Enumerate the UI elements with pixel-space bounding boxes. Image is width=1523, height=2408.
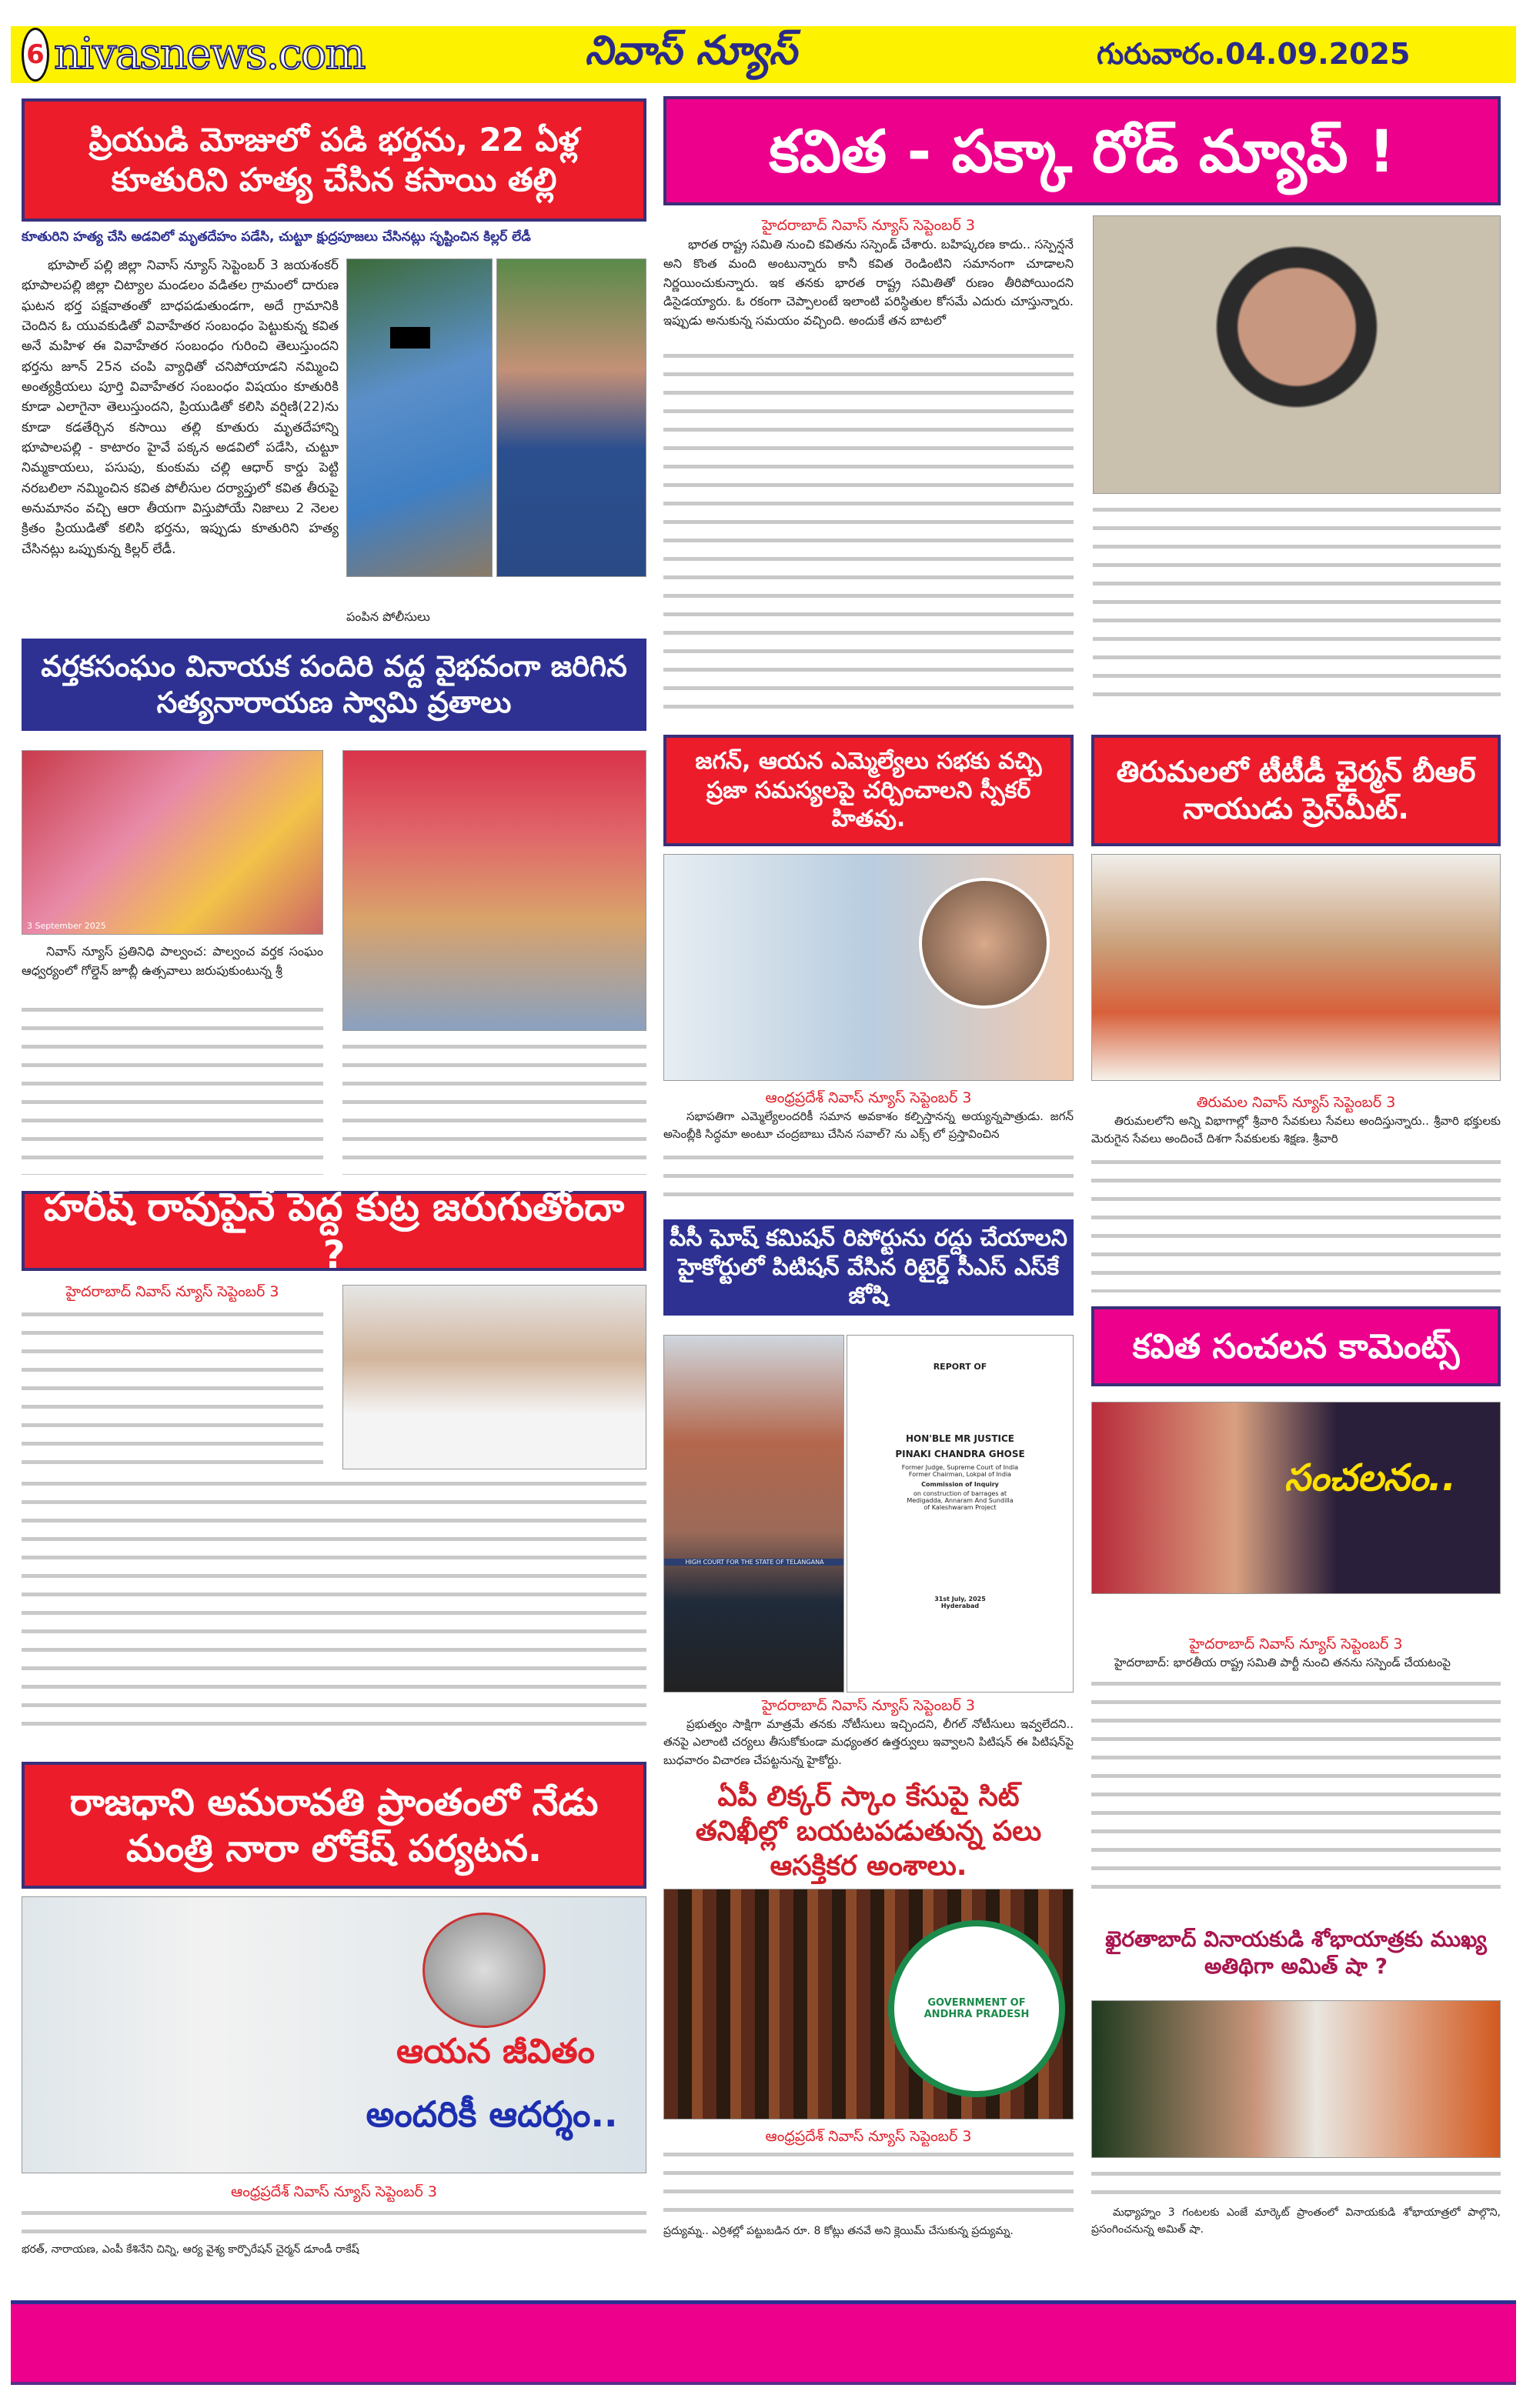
report-title: REPORT OF (933, 1362, 987, 1372)
harish-dateline: హైదరాబాద్ నివాస్ న్యూస్ సెప్టెంబర్ 3 (65, 1283, 279, 1300)
kavitha-photo (1093, 215, 1501, 494)
page-number: 6 (22, 28, 49, 82)
amit-shah-photo (1091, 2000, 1501, 2158)
vratham-body-column-2 (342, 1039, 646, 1175)
report-subject-1: on construction of barrages at (913, 1490, 1007, 1497)
report-commission: Commission of Inquiry (921, 1481, 999, 1488)
vratham-photo-1 (22, 750, 323, 935)
ghose-headline: పీసీ ఘోష్ కమిషన్ రిపోర్టును రద్దు చేయాలని హైకోర్టులో పిటిషన్ వేసిన రిటైర్డ్ సీఎస్ ఎస్‌కే జోషి (663, 1219, 1074, 1316)
harish-rao-photo (342, 1285, 646, 1469)
kavitha-body-continued (663, 348, 1074, 709)
vratham-headline: వర్తకసంఘం వినాయక పందిరి వద్ద వైభవంగా జరిగిన సత్యనారాయణ స్వామి వ్రతాలు (22, 639, 646, 731)
report-role-1: Former Judge, Supreme Court of India (901, 1464, 1019, 1471)
liquor-headline: ఏపీ లిక్కర్ స్కాం కేసుపై సిట్ తనిఖీల్లో బయటపడుతున్న పలు ఆసక్తికర అంశాలు. (663, 1783, 1074, 1879)
harish-headline: హరీష్ రావుపైనే పెద్ద కుట్ర జరుగుతోందా ? (22, 1191, 646, 1271)
kavitha-comments-headline: కవిత సంచలన కామెంట్స్ (1091, 1306, 1501, 1386)
portrait-medallion (422, 1913, 546, 2028)
ghose-dateline: హైదరాబాద్ నివాస్ న్యూస్ సెప్టెంబర్ 3 (762, 1697, 975, 1714)
tirumala-body-continued (1091, 1154, 1501, 1292)
report-name-1: HON'BLE MR JUSTICE (906, 1433, 1014, 1444)
jagan-body: సభాపతిగా ఎమ్మెల్యేలందరికీ సమాన అవకాశం కల్పిస్తానన్న అయ్యన్నపాత్రుడు. జగన్ అసెంబ్లీకి సిద్ధమా అంటూ చంద్రబాబు చేసిన సవాల్? ను ఎక్స్ లో ప్రస్తావించిన (663, 1109, 1074, 1142)
vratham-body-continued (22, 1002, 323, 1175)
kavitha-comments-body-continued (1091, 1676, 1501, 1893)
tirumala-dateline: తిరుమల నివాస్ న్యూస్ సెప్టెంబర్ 3 (1196, 1094, 1396, 1111)
footer-band (11, 2300, 1516, 2385)
accused-photo (346, 258, 493, 577)
vratham-photo-2 (342, 750, 646, 1031)
liquor-dateline: ఆంధ్రప్రదేశ్ నివాస్ న్యూస్ సెప్టెంబర్ 3 (765, 2128, 972, 2145)
kavitha-comments-body: హైదరాబాద్: భారతీయ రాష్ట్ర సమితి పార్టీ నుంచి తనను సస్పెండ్ చేయటంపై (1114, 1656, 1451, 1669)
image-slogan-line-2: అందరికీ ఆదర్శం.. (366, 2093, 618, 2135)
liquor-body-end: ప్రద్యుమ్న.. ఎర్రిశల్లో పట్టుబడిన రూ. 8 కోట్లు తనవే అని క్లెయిమ్ చేసుకున్న ప్రద్యుమ్న. (663, 2225, 1014, 2237)
murder-caption: పంపిన పోలీసులు (346, 609, 430, 624)
liquor-body (663, 2146, 1074, 2223)
kavitha-comments-photo (1091, 1402, 1501, 1594)
victim-photo (496, 258, 646, 577)
harish-body-continued (22, 1476, 646, 1733)
jagan-inset-photo (919, 878, 1050, 1009)
commission-report-cover (847, 1335, 1074, 1693)
amit-shah-headline: ఖైరతాబాద్ వినాయకుడి శోభాయాత్రకు ముఖ్య అతిథిగా అమిత్ షా ? (1091, 1914, 1501, 1991)
photo-timestamp: 3 September 2025 (27, 921, 106, 931)
kavitha-comments-dateline: హైదరాబాద్ నివాస్ న్యూస్ సెప్టెంబర్ 3 (1189, 1636, 1403, 1653)
report-subject-2: Medigadda, Annaram And Sundilla (907, 1497, 1014, 1504)
kavitha-dateline: హైదరాబాద్ నివాస్ న్యూస్ సెప్టెంబర్ 3 (762, 217, 975, 234)
lokesh-body (22, 2205, 646, 2242)
tirumala-headline: తిరుమలలో టీటీడీ ఛైర్మన్ బీఆర్ నాయుడు ప్రెస్‌మీట్. (1091, 735, 1501, 846)
image-slogan-line-1: ఆయన జీవితం (396, 2032, 595, 2071)
lokesh-body-end: భరత్, నారాయణ, ఎంపీ కేశినేని చిన్ని, ఆర్య వైశ్య కార్పొరేషన్ చైర్మన్ డూండీ రాకేష్ (22, 2243, 359, 2256)
image-caption-sensation: సంచలనం.. (1284, 1456, 1457, 1499)
issue-date: గురువారం.04.09.2025 (1097, 37, 1411, 71)
lokesh-headline: రాజధాని అమరావతి ప్రాంతంలో నేడు మంత్రి నారా లోకేష్ పర్యటన. (22, 1762, 646, 1889)
newspaper-title: నివాస్ న్యూస్ (585, 28, 797, 74)
ghose-body: ప్రభుత్వం సాక్షిగా మాత్రమే తనకు నోటీసులు ఇచ్చిందని, లీగల్ నోటీసులు ఇవ్వలేదని.. తనపై ఎలాంటి చర్యలు తీసుకోకుండా మధ్యంతర ఉత్తర్వులు ఇవ్వాలని పిటిషన్ ఈ పిటిషన్‌పై బుధవారం విచారణ చేపట్టనున్న హైకోర్టు. (663, 1717, 1074, 1767)
tirumala-body: తిరుమలలోని అన్ని విభాగాల్లో శ్రీవారి సేవకులు సేవలు అందిస్తున్నారు.. శ్రీవారి భక్తులకు మెరుగైన సేవలు అందించే దిశగా సేవకులకు శిక్షణ. శ్రీవారి (1091, 1114, 1501, 1146)
jagan-body-continued (663, 1149, 1074, 1205)
lokesh-photo (22, 1896, 646, 2173)
kavitha-body-column-2 (1093, 502, 1501, 709)
vratham-body: నివాస్ న్యూస్ ప్రతినిధి పాల్వంచ: పాల్వంచ వర్తక సంఘం ఆధ్వర్యంలో గోల్డెన్ జూబ్లీ ఉత్సవాలు జరుపుకుంటున్న శ్రీ (22, 944, 323, 978)
report-date: 31st July, 2025 (934, 1596, 986, 1603)
amit-shah-body-end: మధ్యాహ్నం 3 గంటలకు ఎంజే మార్కెట్ ప్రాంతంలో వినాయకుడి శోభాయాత్రలో పాల్గొని, ప్రసంగించనున్న అమిత్ షా. (1091, 2206, 1501, 2236)
report-name-2: PINAKI CHANDRA GHOSE (895, 1449, 1025, 1459)
ttd-press-meet-photo (1091, 854, 1501, 1081)
lokesh-dateline: ఆంధ్రప్రదేశ్ నివాస్ న్యూస్ సెప్టెంబర్ 3 (231, 2183, 437, 2200)
face-blur-bar (390, 327, 430, 349)
site-name: nivasnews.com (54, 29, 365, 79)
murder-subheadline: కూతురిని హత్య చేసి అడవిలో మృతదేహం పడేసి, చుట్టూ క్షుద్రపూజలు చేసినట్లు సృష్టించిన కిల్లర్ లేడీ (22, 229, 531, 245)
report-subject-3: of Kaleshwaram Project (923, 1504, 997, 1511)
amit-shah-body (1091, 2166, 1501, 2204)
report-place: Hyderabad (940, 1603, 980, 1609)
kavitha-body: భారత రాష్ట్ర సమితి నుంచి కవితను సస్పెండ్ చేశారు. బహిష్కరణ కాదు.. సస్పెన్షనే అని కొంత మంది అంటున్నారు కానీ కవిత రెండింటిని సమానంగా చూడాలని నిర్ణయించుకున్నారు. ఇక తనకు భారత రాష్ట్ర సమితితో రుణం తీరిపోయిందని డిసైడయ్యారు. ఓ రకంగా చెప్పాలంటే ఇలాంటి పరిస్థితుల కోసమే ఎదురు చూస్తున్నారు. ఇప్పుడు అనుకున్న సమయం వచ్చింది. అందుకే తన బాటలో (663, 237, 1074, 329)
murder-body: భూపాల్ పల్లి జిల్లా నివాస్ న్యూస్ సెప్టెంబర్ 3 జయశంకర్ భూపాలపల్లి జిల్లా చిట్యాల మండలం వడితల గ్రామంలో దారుణ ఘటన భర్త పక్షవాతంతో బాధపడుతుండగా, అదే గ్రామానికి చెందిన ఓ యువకుడితో వివాహేతర సంబంధం పెట్టుకున్న కవిత అనే మహిళ ఈ వివాహేతర సంబంధం గురించి తెలుస్తుందని భర్తను జూన్ 25న చంపి వ్యాధితో చనిపోయాడని నమ్మించి అంత్యక్రియలు పూర్తి వివాహేతర సంబంధం విషయం కూతురికి కూడా ఎలాగైనా తెలుస్తుందని, ప్రియుడితో కలిసి వర్షిణి(22)ను కూడా కడతేర్చిన కసాయి తల్లి కూతురు మృతదేహాన్ని భూపాలపల్లి - కాటారం హైవే పక్కన అడవిలో పడేసి, చుట్టూ నిమ్మకాయలు, పసుపు, కుంకుమ చల్లి ఆధార్ కార్డు పెట్టి నరబలిలా నమ్మించిన కవిత పోలీసుల దర్యాప్తులో కవిత తీరుపై అనుమానం వచ్చి ఆరా తీయగా విస్తుపోయే నిజాలు 2 నెలల క్రితం ప్రియుడితో కలిసి భర్తను, ఇప్పుడు కూతురిని హత్య చేసినట్లు ఒప్పుకున్న కిల్లర్ లేడీ. (22, 258, 339, 557)
murder-headline: ప్రియుడి మోజులో పడి భర్తను, 22 ఏళ్ల కూతురిని హత్య చేసిన కసాయి తల్లి (22, 98, 646, 222)
report-role-2: Former Chairman, Lokpal of India (908, 1471, 1012, 1478)
liquor-bottles-photo (663, 1889, 1074, 2120)
ap-government-seal: GOVERNMENT OF ANDHRA PRADESH (888, 1920, 1065, 2097)
high-court-photo (663, 1335, 844, 1693)
speaker-and-jagan-photo (663, 854, 1074, 1081)
court-signboard: HIGH COURT FOR THE STATE OF TELANGANA (664, 1559, 844, 1566)
kavitha-headline: కవిత - పక్కా రోడ్ మ్యాప్ ! (663, 96, 1501, 205)
jagan-dateline: ఆంధ్రప్రదేశ్ నివాస్ న్యూస్ సెప్టెంబర్ 3 (765, 1089, 972, 1106)
harish-body (22, 1306, 323, 1472)
jagan-headline: జగన్, ఆయన ఎమ్మెల్యేలు సభకు వచ్చి ప్రజా సమస్యలపై చర్చించాలని స్పీకర్ హితవు. (663, 735, 1074, 846)
